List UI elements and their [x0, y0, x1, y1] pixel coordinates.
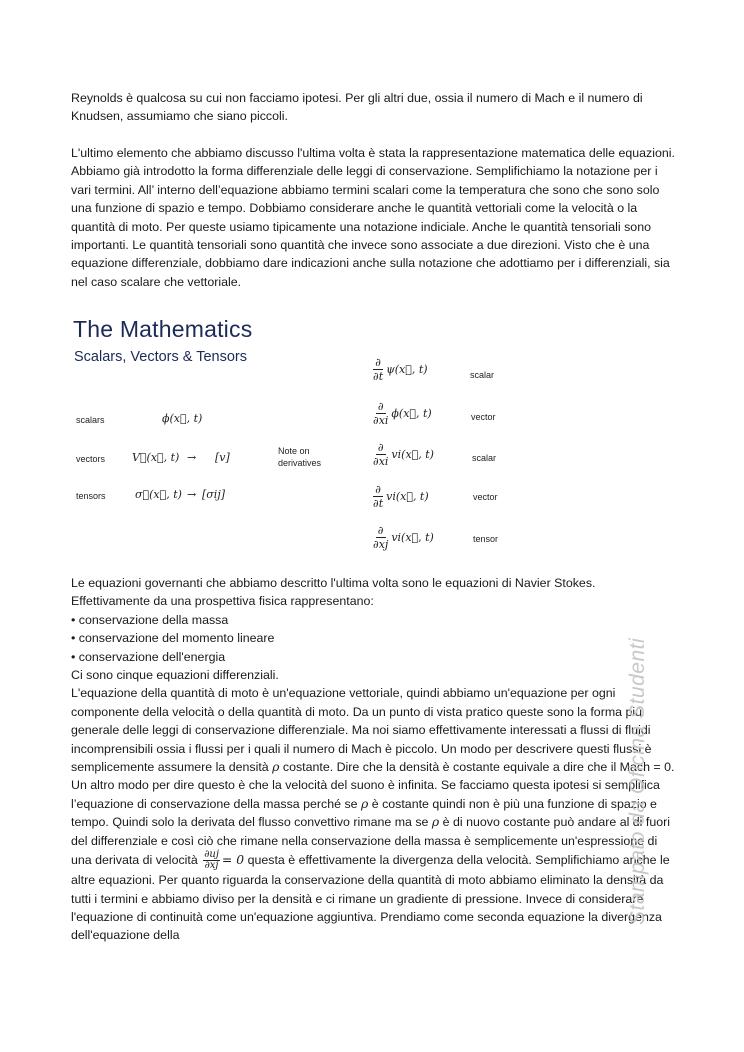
watermark-text: Stampato da Oficina Studenti: [626, 637, 649, 925]
row-label-vectors: vectors: [76, 454, 106, 464]
derivative-function: ψ(x⃗, t): [386, 363, 428, 376]
bullet-item: • conservazione della massa: [71, 612, 229, 627]
tensor-bracket: [σij]: [202, 488, 226, 501]
slide-title: The Mathematics: [73, 316, 253, 342]
paragraph-text: L'ultimo elemento che abbiamo discusso l'ultima volta è stata la rappresentazione matematica delle equazioni. Abbiamo già introdotto la forma differenziale delle leggi di conservazione. Semplifichiamo la notazione per i vari termini. All’ interno dell’equazione abbiamo termini scalari come la temperatura che sono che sono solo una funzione di spazio e tempo. Dobbiamo considerare anche le quantità vettoriali come la velocità o la quantità di moto. Per queste usiamo tipicamente una notazione indiciale. Anche le quantità tensoriali sono importanti. Le quantità tensoriali sono quantità che invece sono associate a due direzioni. Visto che è una equazione differenziale, dobbiamo dare indicazioni anche sulla notazione che adottiamo per i differenziali, sia nel caso scalare che vettoriale.: [71, 146, 675, 289]
tensor-expression: σ⃗(x⃗, t): [135, 488, 182, 501]
paragraph-notation: [71, 144, 676, 291]
derivative-numerator: ∂: [375, 483, 381, 496]
derivative-function: vi(x⃗, t): [386, 490, 429, 503]
derivative-numerator: ∂: [377, 441, 384, 454]
text-line: Effettivamente da una prospettiva fisica rappresentano:: [71, 594, 374, 609]
rho-symbol: ρ: [431, 814, 440, 830]
row-label-scalars: scalars: [76, 415, 105, 425]
derivative-type-2: vector: [471, 412, 496, 422]
equals-zero: = 0: [221, 851, 245, 867]
derivative-denominator: ∂t: [373, 370, 384, 383]
text-segment: è di nuovo costante può andare al di fuori del differenziale e così ciò che rimane nella conservazione della massa è semplicemente un'espressione di una derivata di velocità: [71, 815, 670, 867]
text-line: Le equazioni governanti che abbiamo descritto l'ultima volta sono le equazioni di Navier Stokes.: [71, 576, 596, 590]
derivative-1: [371, 356, 428, 383]
derivative-denominator: ∂xi: [373, 414, 389, 427]
derivative-denominator: ∂xj: [373, 538, 389, 551]
paragraph-incompressible: [71, 684, 676, 944]
paragraph-text: Reynolds è qualcosa su cui non facciamo ipotesi. Per gli altri due, ossia il numero di Mach e il numero di Knudsen, assumiamo che siano piccoli.: [71, 91, 643, 124]
derivative-type-5: tensor: [473, 534, 499, 544]
rho-symbol: ρ: [361, 795, 369, 811]
fraction-denominator: ∂xj: [204, 860, 219, 872]
tensor-arrow: →: [187, 488, 197, 501]
bullet-item: • conservazione del momento lineare: [71, 631, 275, 646]
bullet-item: • conservazione dell'energia: [71, 649, 226, 664]
derivative-function: ϕ(x⃗, t): [391, 407, 432, 420]
derivative-numerator: ∂: [377, 524, 384, 537]
derivatives-note: Note on derivatives: [278, 446, 322, 468]
paragraph-navier-stokes: [71, 574, 676, 945]
derivative-function: vi(x⃗, t): [391, 448, 434, 461]
text-segment: L'equazione della quantità di moto è un'equazione vettoriale, quindi abbiamo un'equazione per ogni componente della velocità o della quantità di moto. Da un punto di vista pratico queste sono la forma più generale delle leggi di conservazione differenziale. Ma noi siamo effettivamente interessati a flussi di fluidi incomprensibili ossia i flussi per i quali il numero di Mach è piccolo. Un modo per descrivere questi flussi è semplicemente assumere la densità: [71, 686, 652, 775]
derivative-5: [371, 524, 434, 551]
text-line: Ci sono cinque equazioni differenziali.: [71, 668, 279, 683]
derivative-denominator: ∂t: [373, 497, 384, 510]
derivative-type-3: scalar: [472, 453, 497, 463]
vector-bracket: [v]: [215, 451, 230, 464]
slide-figure: [71, 314, 671, 564]
rho-symbol: ρ: [272, 759, 280, 775]
paragraph-intro: [71, 89, 676, 126]
derivative-type-4: vector: [473, 492, 498, 502]
row-label-tensors: tensors: [76, 491, 106, 501]
scalar-expression: ϕ(x⃗, t): [162, 412, 203, 425]
text-segment: questa è effettivamente la divergenza della velocità. Semplifichiamo anche le altre equazioni. Per quanto riguarda la conservazione della quantità di moto abbiamo eliminato la densità da tutti i termini e abbiamo diviso per la densità e ci rimane un gradiente di pressione. Invece di considerare l'equazione di continuità come un'equazione aggiuntiva. Prendiamo come seconda equazione la divergenza dell'equazione della: [71, 852, 670, 943]
fraction-numerator: ∂uj: [204, 849, 219, 861]
slide-subtitle: Scalars, Vectors & Tensors: [74, 349, 248, 365]
text-segment: è costante quindi non è più una funzione di spazio e tempo. Quindi solo la derivata del flusso convettivo rimane ma se: [71, 796, 657, 830]
derivative-3: [371, 441, 434, 468]
vector-arrow: →: [187, 451, 197, 464]
derivative-4: [371, 483, 429, 510]
derivative-numerator: ∂: [375, 356, 381, 369]
text-segment: costante. Dire che la densità è costante equivale a dire che il Mach = 0. Un altro modo per dire questo è che la velocità del suono è infinita. Se facciamo questa ipotesi si semplifica l’equazione di conservazione della massa perché se: [71, 760, 675, 811]
derivative-numerator: ∂: [377, 400, 384, 413]
derivative-function: vi(x⃗, t): [391, 531, 434, 544]
derivative-type-1: scalar: [470, 370, 495, 380]
velocity-derivative-fraction: [203, 850, 220, 871]
derivative-denominator: ∂xi: [373, 455, 389, 468]
vector-expression: V⃗(x⃗, t): [132, 451, 180, 464]
derivative-2: [371, 400, 432, 427]
